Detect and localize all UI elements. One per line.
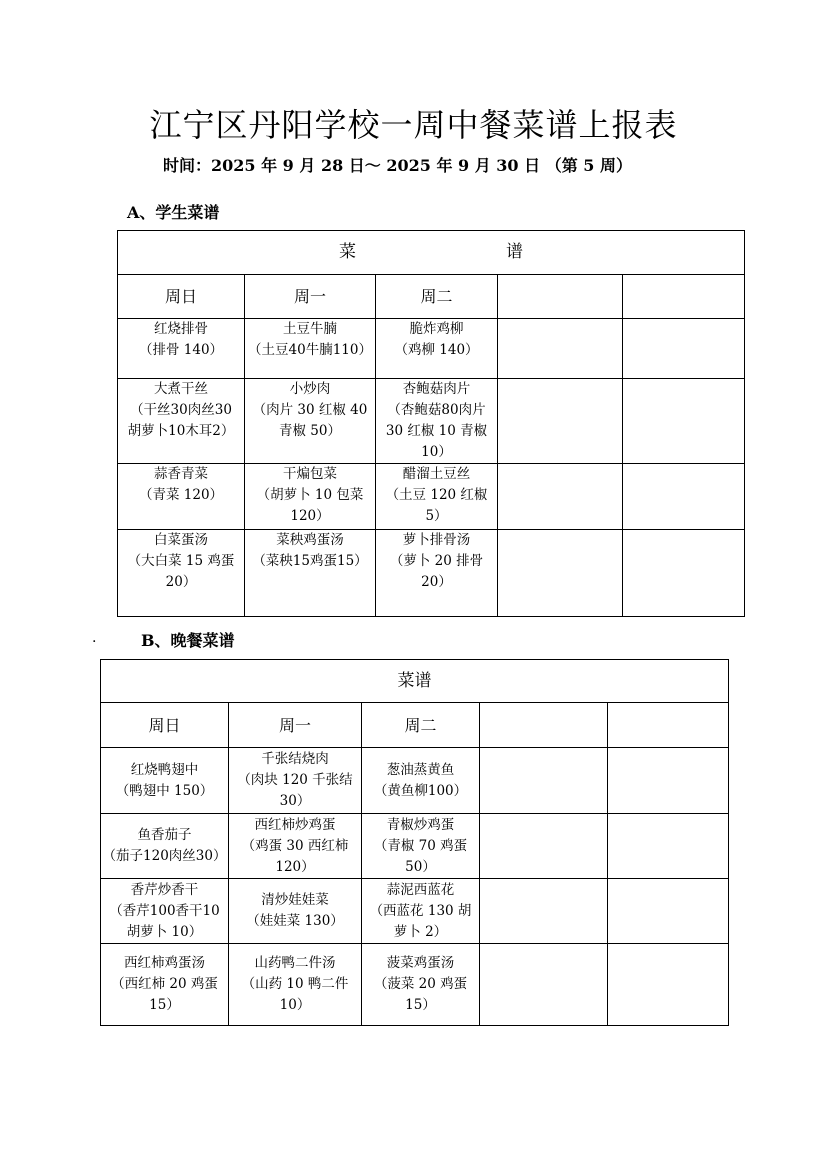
day-header: 周二 — [376, 275, 498, 319]
dish-name: 脆炸鸡柳 — [409, 321, 464, 337]
dish-ingredients: （肉片 30 红椒 40 青椒 50） — [252, 402, 368, 439]
dish-ingredients: （菠菜 20 鸡蛋 15） — [373, 976, 468, 1013]
dish-ingredients: （干丝30肉丝30 胡萝卜10木耳2） — [127, 402, 235, 439]
menu-cell — [245, 379, 376, 464]
menu-cell — [229, 879, 362, 944]
dish-name: 葱油蒸黄鱼 — [386, 761, 455, 778]
stray-dot: . — [92, 630, 97, 646]
dish-ingredients: （西红柿 20 鸡蛋 15） — [111, 976, 218, 1013]
menu-cell — [376, 379, 498, 464]
dish-name: 醋溜土豆丝 — [402, 466, 471, 482]
dish-name: 千张结烧肉 — [261, 751, 329, 767]
table-row — [118, 464, 745, 530]
menu-cell — [118, 530, 245, 617]
table-row — [118, 379, 745, 464]
menu-cell — [118, 379, 245, 464]
dish-ingredients: （大白菜 15 鸡蛋 20） — [127, 553, 235, 590]
dish-ingredients: （杏鲍菇80肉片 30 红椒 10 青椒 10） — [385, 402, 488, 460]
dish-ingredients: （茄子120肉丝30） — [102, 848, 227, 864]
menu-cell — [118, 464, 245, 530]
empty-cell — [623, 319, 745, 379]
empty-cell — [480, 879, 608, 944]
table-row — [118, 319, 745, 379]
dish-name: 萝卜排骨汤 — [402, 532, 471, 548]
dish-name: 香芹炒香干 — [130, 881, 199, 898]
menu-cell — [362, 814, 480, 879]
table-row — [118, 530, 745, 617]
menu-header: 菜谱 — [101, 660, 729, 703]
dish-ingredients: （排骨 140） — [138, 342, 224, 358]
dish-ingredients: （山药 10 鸭二件 10） — [241, 976, 349, 1013]
dish-ingredients: （黄鱼柳100） — [373, 782, 468, 799]
dish-ingredients: （鸡柳 140） — [394, 342, 479, 358]
table-row — [101, 814, 729, 879]
empty-cell — [608, 703, 729, 748]
menu-cell — [376, 464, 498, 530]
empty-cell — [608, 944, 729, 1026]
menu-header-right: 谱 — [506, 242, 523, 262]
section-a-label: A、学生菜谱 — [127, 203, 220, 222]
menu-cell — [229, 814, 362, 879]
day-header: 周二 — [362, 703, 480, 748]
dish-name: 白菜蛋汤 — [154, 532, 208, 548]
empty-cell — [608, 748, 729, 814]
table-row — [101, 944, 729, 1026]
day-header: 周日 — [118, 275, 245, 319]
lunch-menu-table — [117, 230, 745, 617]
dish-name: 山药鸭二件汤 — [254, 955, 336, 971]
empty-cell — [480, 814, 608, 879]
menu-cell — [362, 748, 480, 814]
dish-ingredients: （土豆40牛腩110） — [248, 342, 372, 358]
empty-cell — [623, 275, 745, 319]
empty-cell — [480, 748, 608, 814]
section-b-label: B、晚餐菜谱 — [141, 631, 235, 650]
menu-cell — [245, 530, 376, 617]
day-header: 周一 — [229, 703, 362, 748]
table-row — [101, 879, 729, 944]
dish-name: 大煮干丝 — [154, 381, 208, 397]
dish-ingredients: （土豆 120 红椒 5） — [385, 487, 488, 524]
menu-header — [118, 231, 745, 275]
dish-name: 小炒肉 — [289, 381, 331, 397]
empty-cell — [498, 275, 623, 319]
empty-cell — [498, 464, 623, 530]
empty-cell — [623, 379, 745, 464]
dish-ingredients: （娃娃菜 130） — [246, 913, 344, 929]
menu-cell — [101, 944, 229, 1026]
dish-name: 杏鲍菇肉片 — [402, 381, 471, 397]
dish-name: 西红柿鸡蛋汤 — [124, 955, 205, 971]
dish-name: 菜秧鸡蛋汤 — [276, 532, 344, 548]
menu-cell — [101, 748, 229, 814]
menu-cell — [362, 879, 480, 944]
menu-cell — [376, 530, 498, 617]
menu-cell — [362, 944, 480, 1026]
dish-name: 红烧排骨 — [154, 321, 208, 337]
empty-cell — [480, 703, 608, 748]
dish-name: 清炒娃娃菜 — [261, 892, 329, 908]
dish-ingredients: （西蓝花 130 胡 萝卜 2） — [369, 902, 472, 940]
menu-cell — [101, 814, 229, 879]
date-range: 时间：2025 年 9 月 28 日～ 2025 年 9 月 30 日 （第 5 周） — [163, 156, 632, 175]
empty-cell — [623, 464, 745, 530]
empty-cell — [608, 879, 729, 944]
dish-ingredients: （肉块 120 千张结 30） — [237, 772, 353, 809]
dish-ingredients: （青菜 120） — [138, 487, 224, 503]
dish-name: 青椒炒鸡蛋 — [386, 816, 455, 833]
dinner-menu-table — [100, 659, 729, 1026]
empty-cell — [623, 530, 745, 617]
menu-cell — [376, 319, 498, 379]
dish-ingredients: （香芹100香干10 胡萝卜 10） — [109, 902, 220, 940]
menu-header-left: 菜 — [339, 242, 356, 262]
day-header: 周日 — [101, 703, 229, 748]
table-row — [101, 748, 729, 814]
menu-cell — [245, 464, 376, 530]
dish-name: 干煸包菜 — [283, 466, 337, 482]
menu-cell — [229, 944, 362, 1026]
day-header: 周一 — [245, 275, 376, 319]
empty-cell — [498, 379, 623, 464]
dish-ingredients: （鸭翅中 150） — [115, 782, 214, 799]
dish-name: 菠菜鸡蛋汤 — [386, 955, 455, 971]
dish-name: 西红柿炒鸡蛋 — [254, 816, 336, 833]
menu-cell — [229, 748, 362, 814]
dish-name: 土豆牛腩 — [283, 321, 337, 337]
menu-cell — [118, 319, 245, 379]
menu-cell — [101, 879, 229, 944]
dish-ingredients: （菜秧15鸡蛋15） — [252, 553, 368, 569]
dish-ingredients: （萝卜 20 排骨 20） — [389, 553, 484, 590]
dish-name: 红烧鸭翅中 — [130, 761, 199, 778]
dish-name: 蒜泥西蓝花 — [386, 881, 455, 898]
empty-cell — [498, 319, 623, 379]
dish-ingredients: （青椒 70 鸡蛋 50） — [373, 837, 468, 875]
dish-ingredients: （鸡蛋 30 西红柿 120） — [241, 837, 349, 875]
empty-cell — [608, 814, 729, 879]
page-title: 江宁区丹阳学校一周中餐菜谱上报表 — [149, 106, 678, 144]
empty-cell — [480, 944, 608, 1026]
dish-name: 鱼香茄子 — [137, 827, 192, 843]
menu-cell — [245, 319, 376, 379]
dish-name: 蒜香青菜 — [154, 466, 208, 482]
dish-ingredients: （胡萝卜 10 包菜 120） — [256, 487, 364, 524]
empty-cell — [498, 530, 623, 617]
